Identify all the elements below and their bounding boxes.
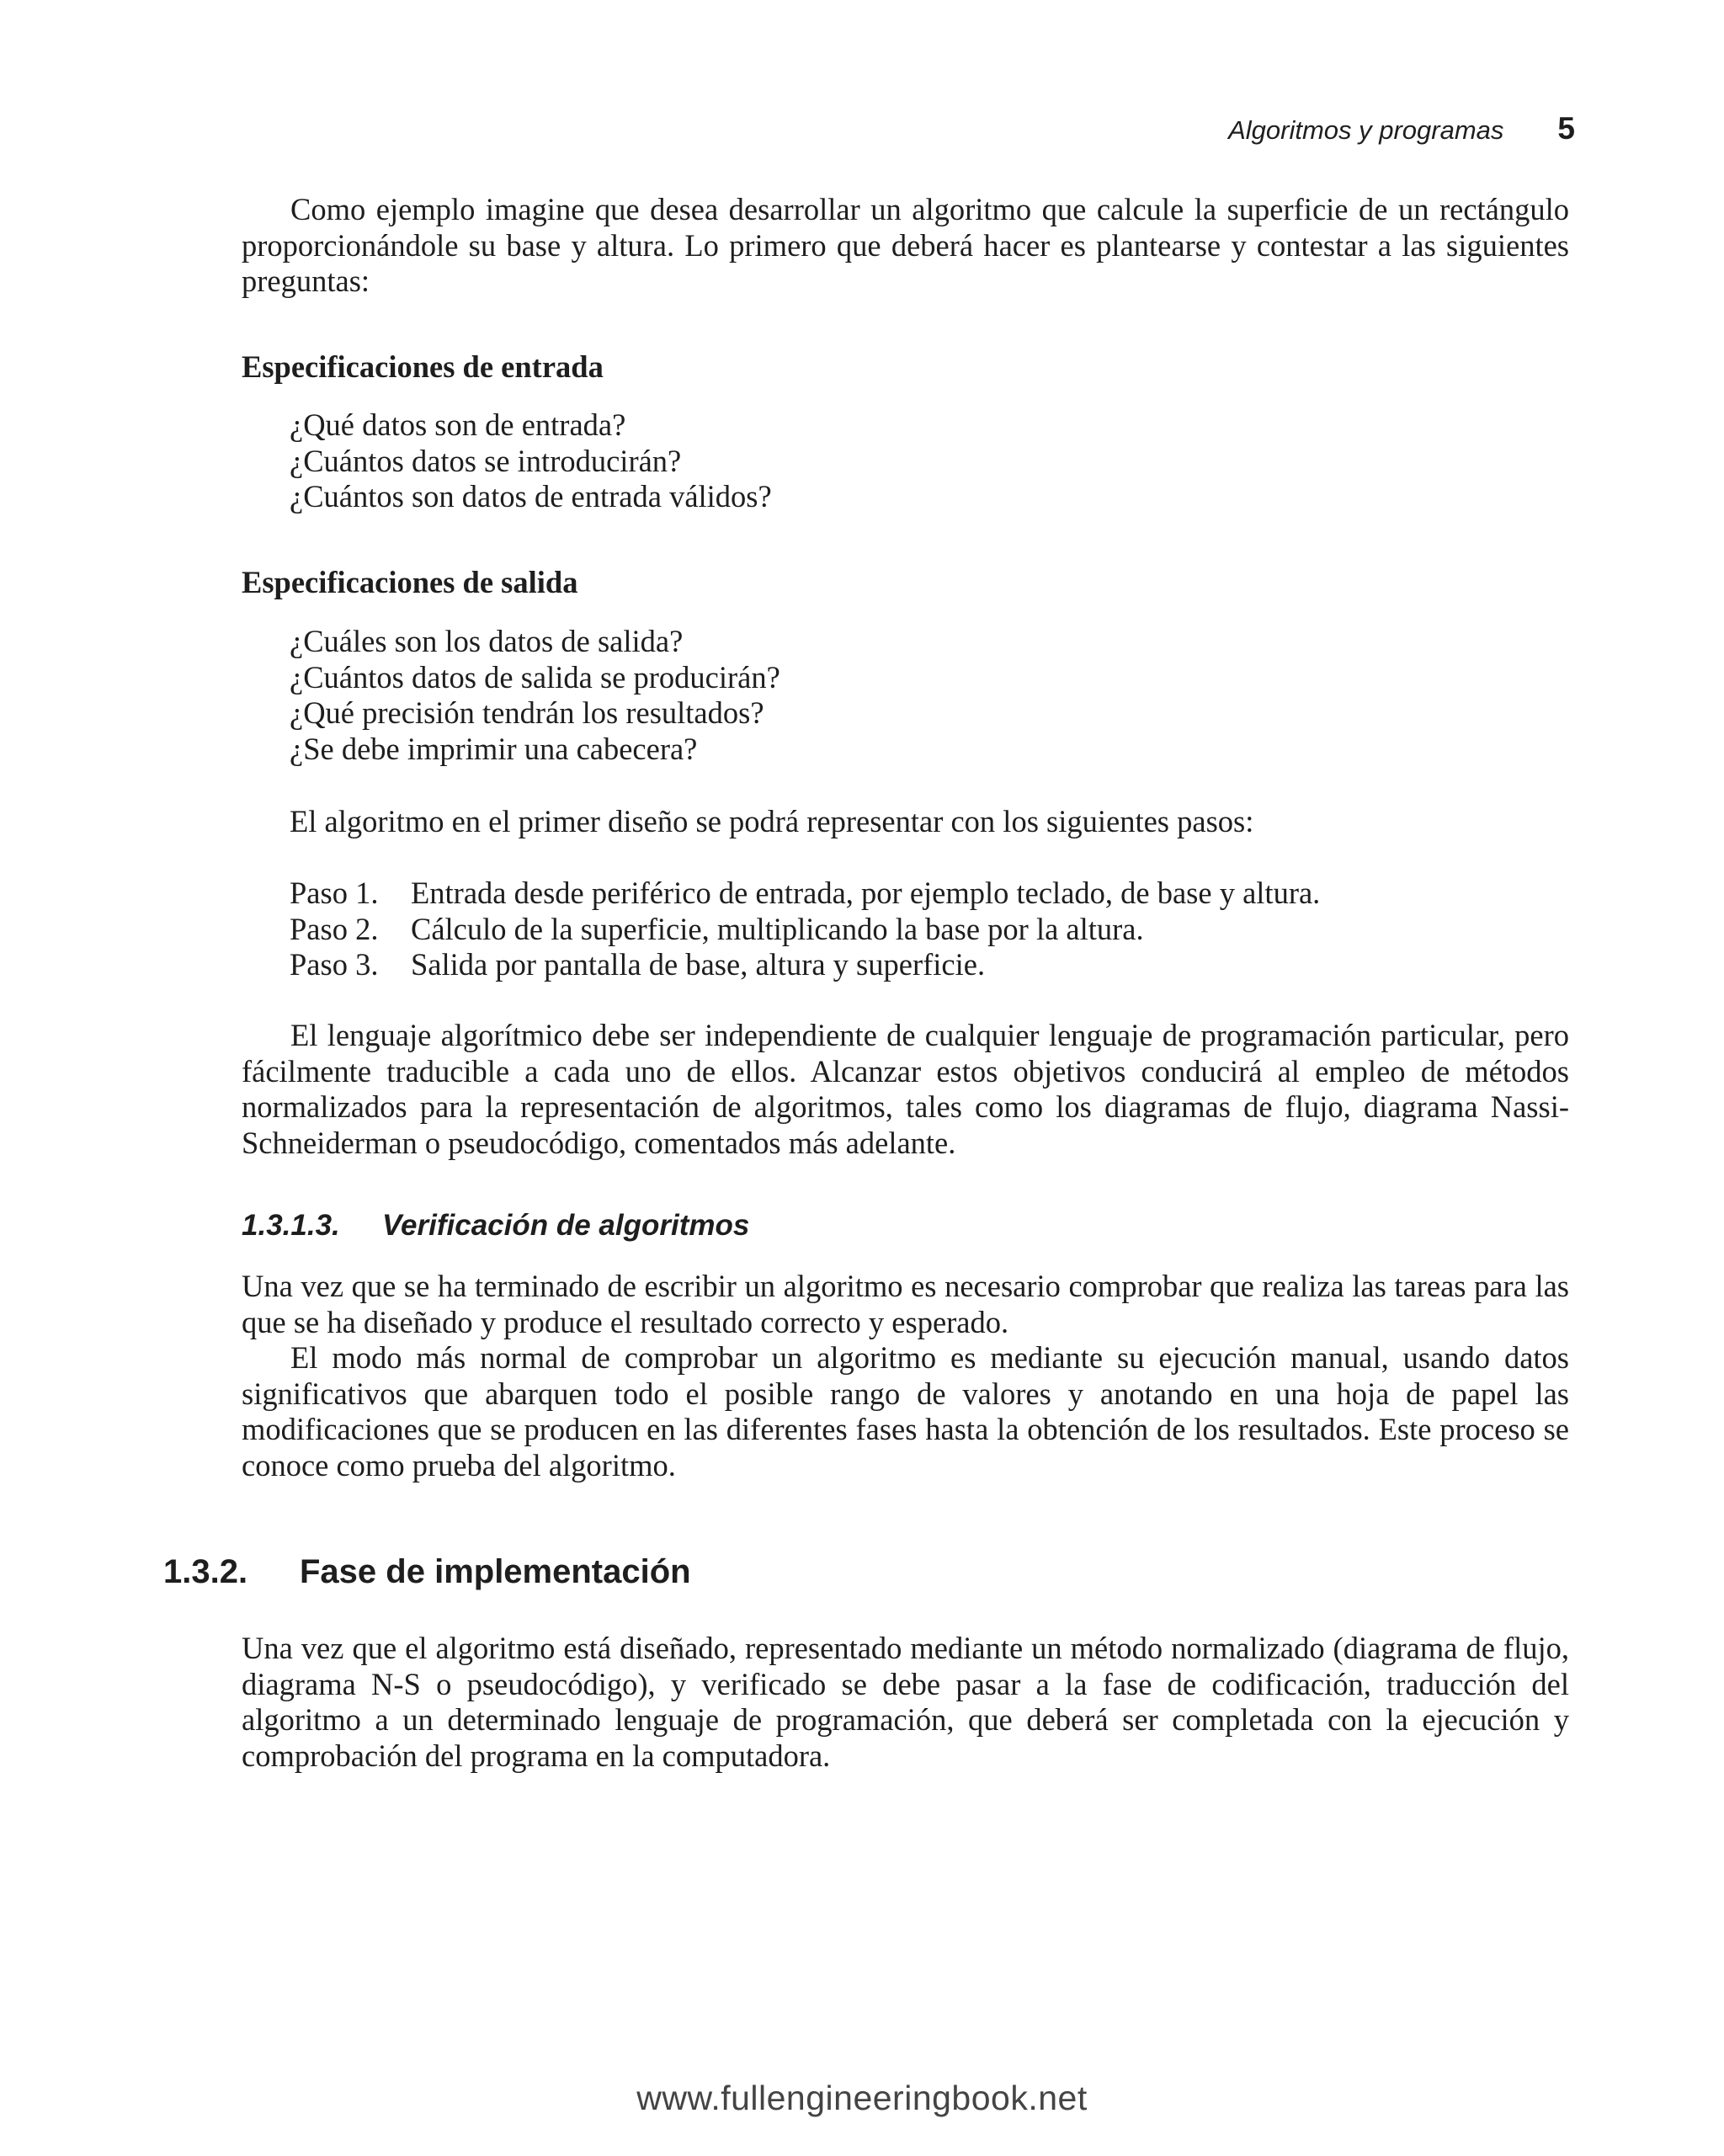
- verification-heading: [242, 1209, 749, 1243]
- intro-paragraph: Como ejemplo imagine que desea desarrollar un algoritmo que calcule la superficie de un rectángulo proporcionándole su base y altura. Lo primero que deberá hacer es plantearse y contestar a las siguientes preguntas:: [242, 192, 1569, 298]
- verification-paragraph-2: El modo más normal de comprobar un algoritmo es mediante su ejecución manual, usando datos significativos que abarquen todo el posible rango de valores y anotando en una hoja de papel las modificaciones que se producen en las diferentes fases hasta la obtención de los resultados. Este proceso se conoce como prueba del algoritmo.: [242, 1340, 1569, 1483]
- design-section: [242, 1018, 1569, 1161]
- design-lead: [290, 804, 1253, 840]
- implementation-number: 1.3.2.: [163, 1553, 248, 1590]
- list-item: ¿Cuáles son los datos de salida?: [290, 624, 684, 658]
- list-item: ¿Cuántos datos de salida se producirán?: [290, 659, 780, 695]
- step-text: Salida por pantalla de base, altura y superficie.: [411, 947, 986, 982]
- verification-title: Verificación de algoritmos: [382, 1209, 750, 1242]
- footer-watermark: www.fullengineeringbook.net: [636, 2079, 1088, 2117]
- output-specs-list: [290, 624, 780, 767]
- page-number: 5: [1557, 111, 1575, 146]
- intro-section: [242, 192, 1569, 300]
- step-label: Paso 1.: [290, 876, 379, 910]
- verification-section: [242, 1269, 1569, 1483]
- step-label: Paso 3.: [290, 947, 379, 982]
- design-paragraph: El lenguaje algorítmico debe ser independiente de cualquier lenguaje de programación particular, pero fácilmente traducible a cada uno de ellos. Alcanzar estos objetivos conducirá al empleo de métodos normalizados para la representación de algoritmos, tales como los diagramas de flujo, diagrama Nassi-Schneiderman o pseudocódigo, comentados más adelante.: [242, 1018, 1569, 1160]
- implementation-section: [242, 1631, 1569, 1774]
- list-item: ¿Qué datos son de entrada?: [290, 407, 626, 442]
- step-item: [290, 876, 1320, 912]
- list-item: ¿Cuántos son datos de entrada válidos?: [290, 479, 772, 514]
- list-item: ¿Qué precisión tendrán los resultados?: [290, 695, 764, 730]
- step-item: [290, 947, 1320, 983]
- implementation-paragraph: Una vez que el algoritmo está diseñado, representado mediante un método normalizado (diagrama de flujo, diagrama N-S o pseudocódigo), y verificado se debe pasar a la fase de codificación, traducción del algoritmo a un determinado lenguaje de programación, que deberá ser completada con la ejecución y comprobación del programa en la computadora.: [242, 1631, 1569, 1773]
- input-specs-list: [290, 407, 772, 515]
- step-label: Paso 2.: [290, 911, 379, 946]
- step-text: Entrada desde periférico de entrada, por ejemplo teclado, de base y altura.: [411, 876, 1321, 910]
- design-steps: [290, 876, 1320, 983]
- output-specs-heading: Especificaciones de salida: [242, 565, 578, 599]
- design-lead-text: El algoritmo en el primer diseño se podrá representar con los siguientes pasos:: [290, 804, 1254, 838]
- input-specs-heading: Especificaciones de entrada: [242, 349, 604, 384]
- step-text: Cálculo de la superficie, multiplicando la base por la altura.: [411, 911, 1144, 946]
- implementation-heading: [163, 1553, 691, 1591]
- list-item: ¿Se debe imprimir una cabecera?: [290, 731, 698, 766]
- verification-paragraph-1: Una vez que se ha terminado de escribir un algoritmo es necesario comprobar que realiza las tareas para las que se ha diseñado y produce el resultado correcto y esperado.: [242, 1269, 1569, 1339]
- implementation-title: Fase de implementación: [300, 1553, 691, 1590]
- step-item: [290, 912, 1320, 948]
- running-title: Algoritmos y programas: [1228, 115, 1504, 145]
- list-item: ¿Cuántos datos se introducirán?: [290, 443, 682, 478]
- running-head: [1228, 111, 1575, 146]
- verification-number: 1.3.1.3.: [242, 1209, 340, 1242]
